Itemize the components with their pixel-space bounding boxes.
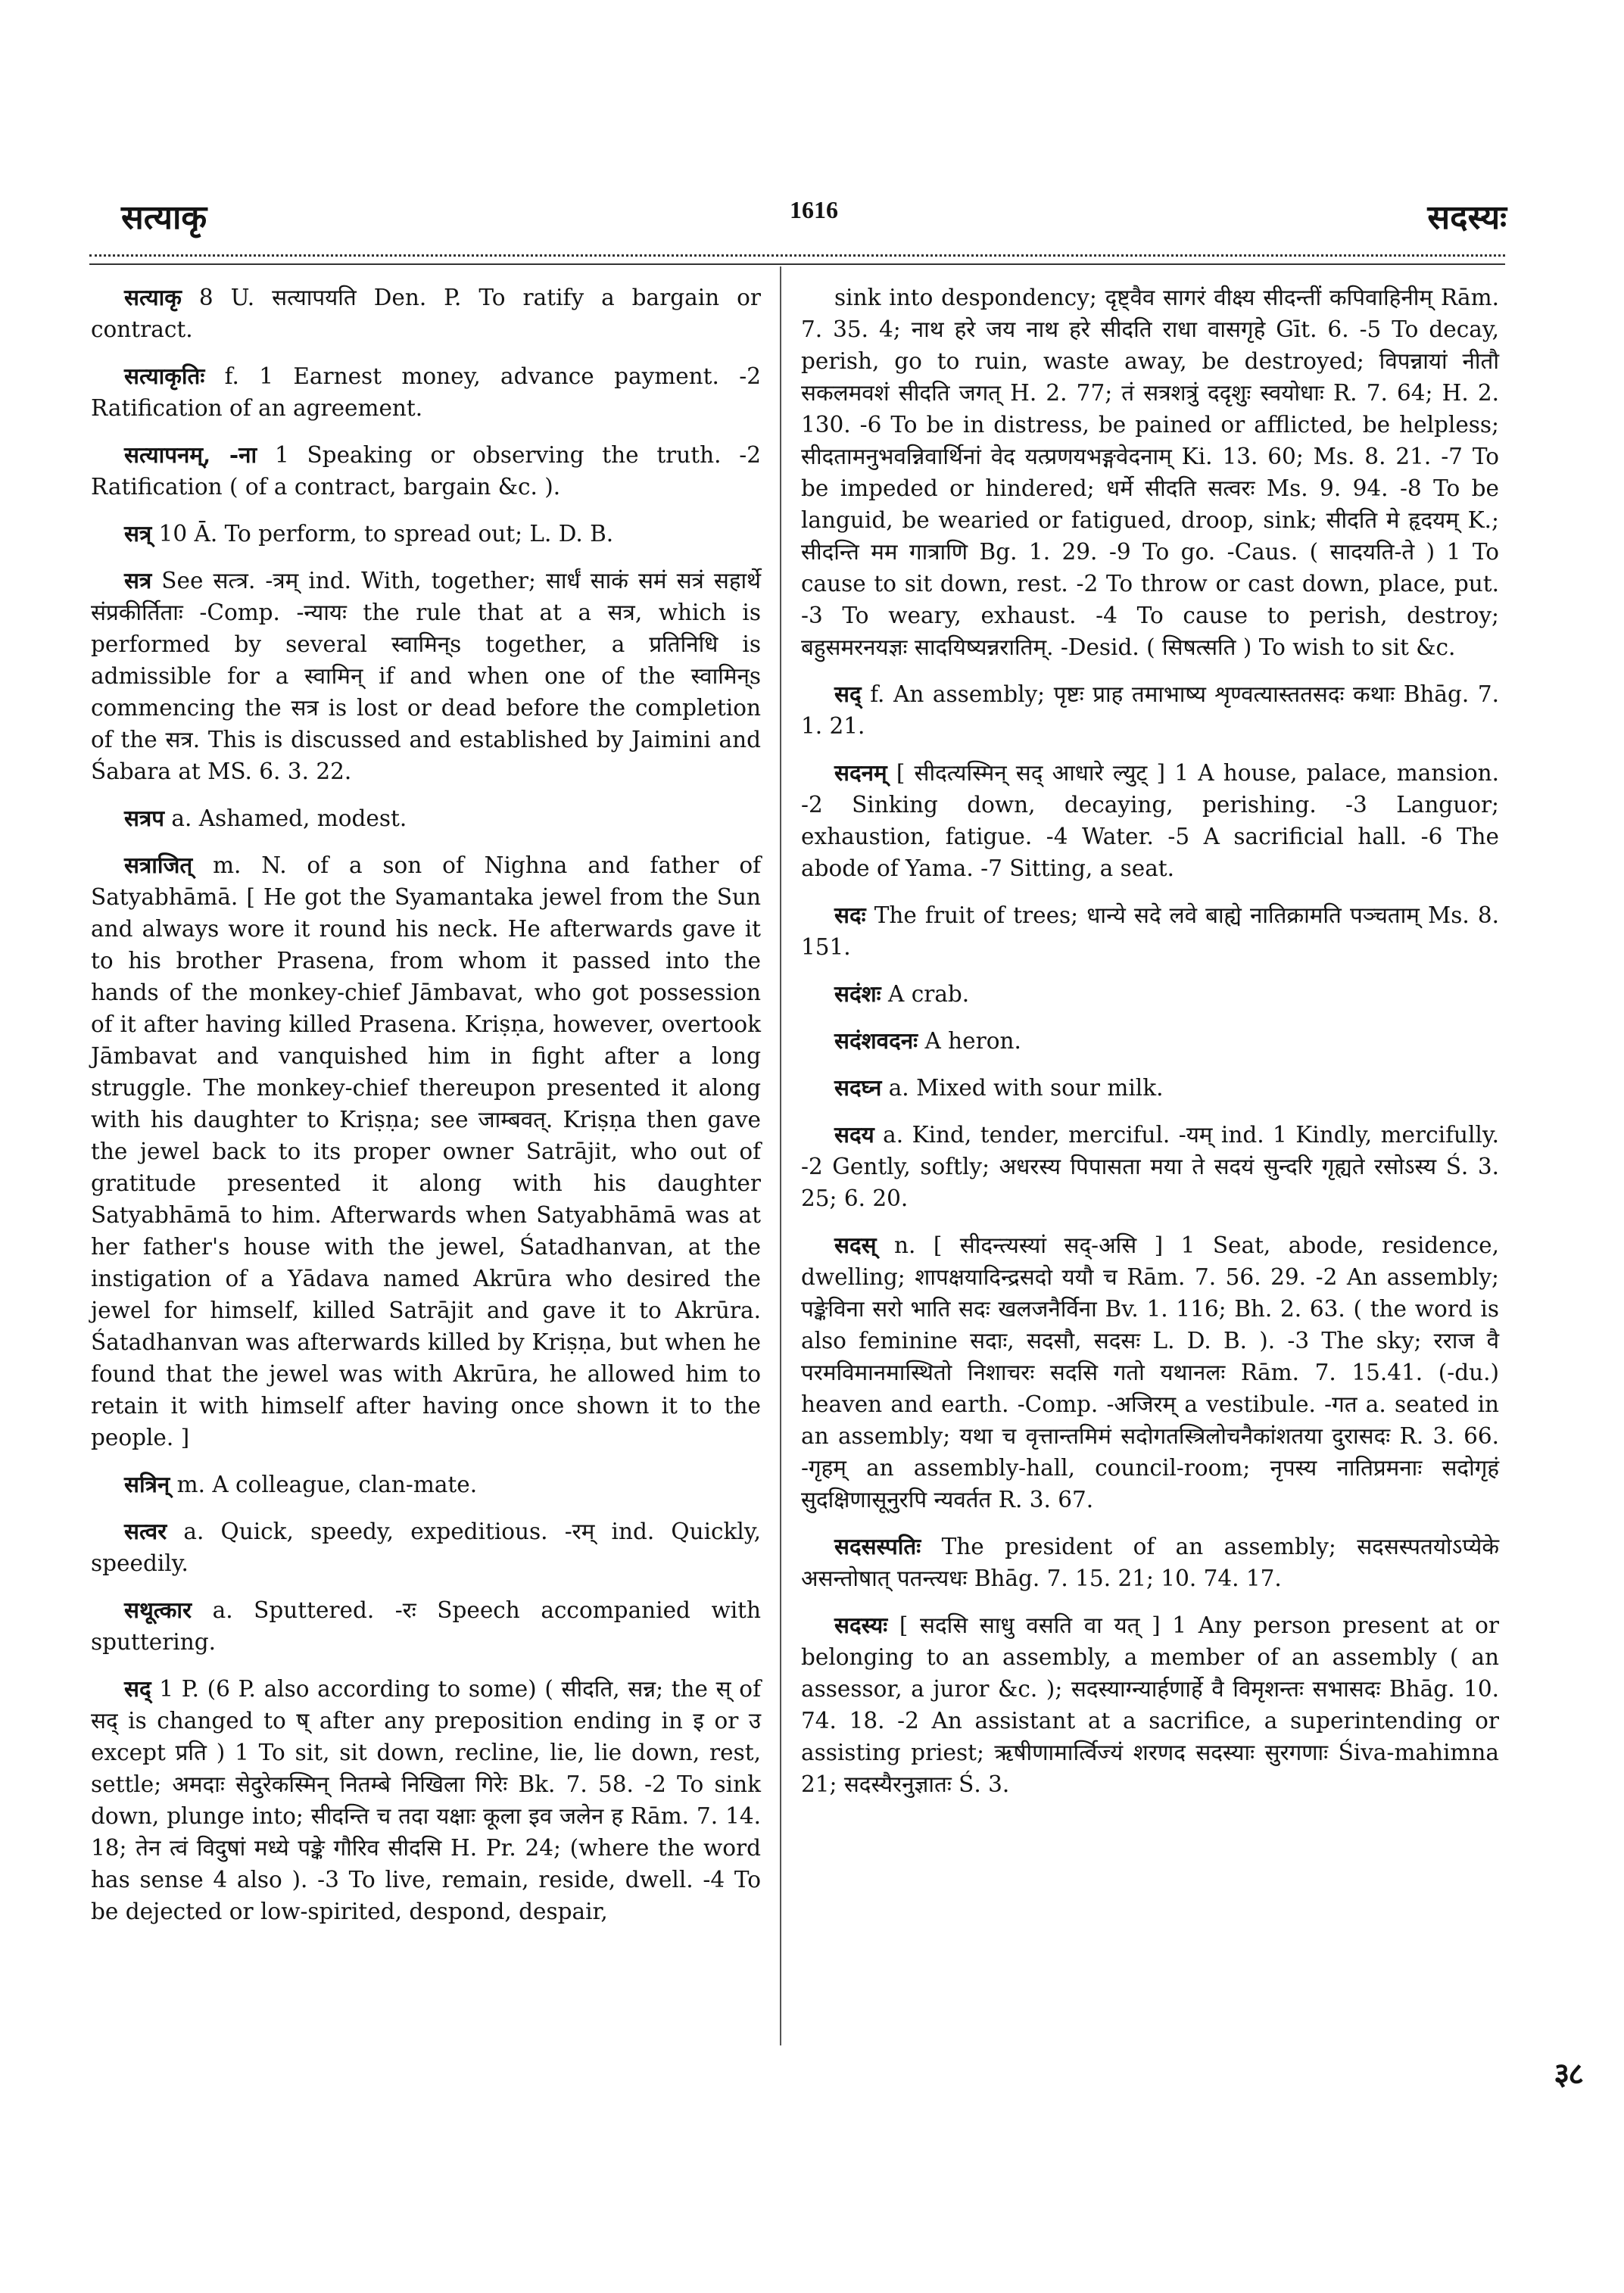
entry-definition: A heron. [918,1028,1021,1054]
header-rule [89,263,1505,265]
dictionary-entry [801,282,1499,663]
entry-definition: The president of an assembly; सदसस्पतयोऽप्येके असन्तोषात् पतन्त्यधः Bhāg. 7. 15. 21; 10. 74. 17. [801,1534,1499,1591]
entry-definition: m. A colleague, clan-mate. [170,1472,478,1497]
entry-definition: f. An assembly; पृष्टः प्राह तमाभाष्य शृण्वत्यास्ततसदः कथाः Bhāg. 7. 1. 21. [801,681,1499,739]
entry-definition: a. Quick, speedy, expeditious. -रम् ind. Quickly, speedily. [91,1519,761,1576]
left-guide-word: सत्याकृ [121,198,207,237]
dictionary-entry [91,1673,761,1927]
entry-definition: The fruit of trees; धान्ये सदे लवे बाह्ये नातिक्रामति पञ्चताम् Ms. 8. 151. [801,902,1499,960]
entry-headword: सत्राजित् [124,852,193,878]
column-divider [780,266,781,2045]
dictionary-entry [91,360,761,424]
entry-headword: सदनम् [834,759,887,786]
entry-definition: a. Ashamed, modest. [164,805,407,831]
entry-headword: सदघ्न [834,1074,882,1101]
dictionary-entry [801,1072,1499,1104]
entry-headword: सत्यापनम्, -ना [124,441,257,468]
entry-headword: सत्र [124,567,152,594]
dictionary-entry [91,565,761,787]
right-column [801,282,1499,1815]
entry-headword: सदसस्पतिः [834,1533,921,1559]
entry-definition: n. [ सीदन्त्यस्यां सद्-असि ] 1 Seat, abode, residence, dwelling; शापक्षयादिन्द्रसदो ययौ च Rām. 7. 56. 29. -2 An assembly; पङ्केविना सरो भाति सदः खलजनैर्विना Bv. 1. 116; Bh. 2. 63. ( the word is also feminine सदाः, सदसौ, सदसः L. D. B. ). -3 The sky; रराज वै परमविमानमास्थितो निशाचरः सदसि गतो यथानलः Rām. 7. 15.41. (-du.) heaven and earth. -Comp. -अजिरम् a vestibule. -गत a. seated in an assembly; यथा च वृत्तान्तमिमं सदोगतस्त्रिलोचनैकांशतया दुरासदः R. 3. 66. -गृहम् an assembly-hall, council-room; नृपस्य नातिप्रमनाः सदोगृहं सुदक्षिणासूनुरपि न्यवर्तत R. 3. 67. [801,1232,1499,1513]
entry-headword: सत्याकृ [124,284,182,310]
dictionary-entry [91,1594,761,1658]
dictionary-entry [801,1531,1499,1594]
entry-headword: सत्रप [124,805,164,831]
dictionary-entry [801,1609,1499,1800]
dictionary-entry [801,978,1499,1010]
page-number: 1616 [790,196,838,223]
entry-definition: [ सदसि साधु वसति वा यत् ] 1 Any person present at or belonging to an assembly, a member of an assembly ( an assessor, a juror &c. ); सदस्याग्न्यार्हणार्हे वै विमृशन्तः सभासदः Bhāg. 10. 74. 18. -2 An assistant at a sacrifice, a superintending or assisting priest; ऋषीणामार्त्विज्यं शरणद सदस्याः सुरगणाः Śiva-mahimna 21; सदस्यैरनुज्ञातः Ś. 3. [801,1612,1499,1797]
entry-definition: 1 Speaking or observing the truth. -2 Ratification ( of a contract, bargain &c. ). [91,442,761,500]
margin-marker: ३८ [1554,2056,1582,2092]
dictionary-entry [801,1119,1499,1214]
dictionary-entry [801,757,1499,884]
dictionary-entry [801,678,1499,742]
entry-headword: सदः [834,902,866,928]
entry-definition: sink into despondency; दृष्ट्वैव सागरं वीक्ष्य सीदन्तीं कपिवाहिनीम् Rām. 7. 35. 4; नाथ हरे जय नाथ हरे सीदति राधा वासगृहे Gīt. 6. -5 To decay, perish, go to ruin, waste away, be destroyed; विपन्नायां नीतौ सकलमवशं सीदति जगत् H. 2. 77; तं सत्रशत्रुं ददृशुः स्वयोधाः R. 7. 64; H. 2. 130. -6 To be in distress, be pained or afflicted, be helpless; सीदतामनुभवन्निवार्थिनां वेद यत्प्रणयभङ्गवेदनाम् Ki. 13. 60; Ms. 8. 21. -7 To be impeded or hindered; धर्मे सीदति सत्वरः Ms. 9. 94. -8 To be languid, be wearied or fatigued, droop, sink; सीदति मे हृदयम् K.; सीदन्ति मम गात्राणि Bg. 1. 29. -9 To go. -Caus. ( सादयति-ते ) 1 To cause to sit down, rest. -2 To throw or cast down, place, put. -3 To weary, exhaust. -4 To cause to perish, destroy; बहुसमरनयज्ञः सादयिष्यन्नरातिम्. -Desid. ( सिषत्सति ) To wish to sit &c. [801,285,1499,660]
dictionary-entry [801,1229,1499,1516]
entry-definition: a. Sputtered. -रः Speech accompanied with sputtering. [91,1597,761,1655]
entry-definition: a. Mixed with sour milk. [881,1075,1164,1101]
entry-definition: 1 P. (6 P. also according to some) ( सीदति, सन्न; the स् of सद् is changed to ष् after any preposition ending in इ or उ except प्रति ) 1 To sit, sit down, recline, lie, lie down, rest, settle; अमदाः सेदुरेकस्मिन् नितम्बे निखिला गिरेः Bk. 7. 58. -2 To sink down, plunge into; सीदन्ति च तदा यक्षाः कूला इव जलेन ह Rām. 7. 14. 18; तेन त्वं विदुषां मध्ये पङ्के गौरिव सीदसि H. Pr. 24; (where the word has sense 4 also ). -3 To live, remain, reside, dwell. -4 To be dejected or low-spirited, despond, despair, [91,1676,761,1924]
dictionary-entry [91,1516,761,1579]
dictionary-entry [91,518,761,550]
entry-headword: सदय [834,1121,874,1148]
entry-headword: सद् [834,681,862,707]
entry-definition: See सत्त्र. -त्रम् ind. With, together; सार्धं साकं समं सत्रं सहार्थे संप्रकीर्तिताः -Comp. -न्यायः the rule that at a सत्र, which is performed by several स्वामिन्s together, a प्रतिनिधि is admissible for a स्वामिन् if and when one of the स्वामिन्s commencing the सत्र is lost or dead before the completion of the सत्र. This is discussed and established by Jaimini and Śabara at MS. 6. 3. 22. [91,568,761,784]
dictionary-entry [91,802,761,834]
entry-definition: f. 1 Earnest money, advance payment. -2 Ratification of an agreement. [91,363,761,421]
entry-definition: A crab. [881,981,970,1007]
entry-headword: सदंशवदनः [834,1027,918,1054]
entry-headword: सदस्यः [834,1612,888,1638]
dictionary-entry [91,282,761,345]
entry-headword: सदस् [834,1232,877,1258]
entry-headword: सदंशः [834,980,881,1007]
entry-headword: सत्र् [124,520,152,547]
entry-definition: 10 Ā. To perform, to spread out; L. D. B. [151,521,614,547]
right-guide-word: सदस्यः [1427,198,1507,237]
dictionary-entry [91,439,761,503]
entry-definition: m. N. of a son of Nighna and father of Satyabhāmā. [ He got the Syamantaka jewel from the Sun and always wore it round his neck. He afterwards gave it to his brother Prasena, from whom it passed into the hands of the monkey-chief Jāmbavat, who got possession of it after having killed Prasena. Kriṣṇa, however, overtook Jāmbavat and vanquished him in fight after a long struggle. The monkey-chief thereupon presented it along with his daughter to Kriṣṇa; see जाम्बवत्. Kriṣṇa then gave the jewel back to its proper owner Satrājit, who out of gratitude presented it along with his daughter Satyabhāmā to him. Afterwards when Satyabhāmā was at her father's house with the jewel, Śatadhanvan, at the instigation of a Yādava named Akrūra who desired the jewel for himself, killed Satrājit and gave it to Akrūra. Śatadhanvan was afterwards killed by Kriṣṇa, but when he found that the jewel was with Akrūra, he allowed him to retain it with himself after having once shown it to the people. ] [91,852,761,1450]
entry-definition: a. Kind, tender, merciful. -यम् ind. 1 Kindly, mercifully. -2 Gently, softly; अधरस्य पिपासता मया ते सदयं सुन्दरि गृह्यते रसोऽस्य Ś. 3. 25; 6. 20. [801,1122,1499,1211]
entry-definition: 8 U. सत्यापयति Den. P. To ratify a bargain or contract. [91,285,761,342]
page-header [121,193,1507,246]
dictionary-entry [91,849,761,1453]
header-dotted-rule [89,254,1505,257]
entry-headword: सत्वर [124,1518,167,1544]
left-column [91,282,761,1943]
dictionary-entry [801,1025,1499,1057]
entry-definition: [ सीदत्यस्मिन् सद् आधारे ल्युट् ] 1 A house, palace, mansion. -2 Sinking down, decaying, perishing. -3 Languor; exhaustion, fatigue. -4 Water. -5 A sacrificial hall. -6 The abode of Yama. -7 Sitting, a seat. [801,760,1499,881]
entry-headword: सथूत्कार [124,1597,192,1623]
entry-headword: सत्रिन् [124,1471,170,1497]
dictionary-entry [91,1469,761,1500]
dictionary-entry [801,899,1499,963]
entry-headword: सद् [124,1675,151,1702]
entry-headword: सत्याकृतिः [124,363,205,389]
